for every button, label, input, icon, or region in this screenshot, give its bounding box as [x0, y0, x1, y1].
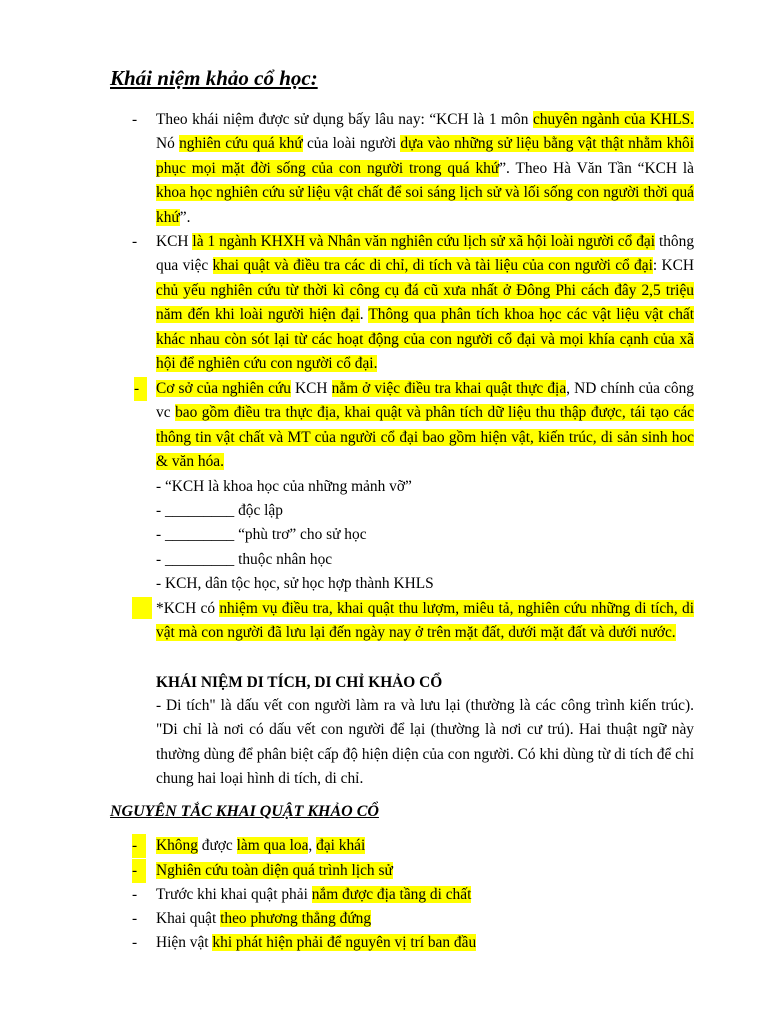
- highlight-segment: nằm ở việc điều tra khai quật thực địa: [331, 380, 567, 397]
- list-item: - _________ “phù trơ” cho sử học: [156, 526, 367, 543]
- text-segment: , ND chính của công vc: [156, 380, 694, 422]
- bullet-dash: -: [132, 233, 138, 250]
- highlight-segment: Cơ sở của nghiên cứu: [156, 380, 291, 397]
- text-segment: Trước khi khai quật phải: [156, 886, 312, 903]
- rule-item: [132, 883, 694, 907]
- bullet-dash: -: [132, 910, 138, 927]
- text-segment: .: [359, 306, 369, 324]
- highlight-segment: Không: [156, 837, 198, 854]
- text-segment: Theo khái niệm được sử dụng bấy lâu nay: “KCH là 1 môn: [156, 111, 533, 128]
- text-segment: thông qua việc: [156, 233, 695, 275]
- highlight-segment: bao gồm điều tra thực địa, khai quật và phân tích dữ liệu thu thập được, tái tạo các thông tin vật chất và MT của người cổ đại bao gồm hiện vật, kiến trúc, di sản sinh hoc & văn hóa.: [156, 404, 695, 471]
- highlight-segment: Nghiên cứu toàn diện quá trình lịch sử: [156, 862, 393, 879]
- bullet-dash: -: [132, 111, 138, 128]
- bullet-dash: -: [134, 377, 147, 401]
- highlight-segment: khai quật và điều tra các di chỉ, di tích và tài liệu của con người cổ đại: [212, 257, 653, 275]
- highlight-segment: Thông qua phân tích khoa học các vật liệu vật chất khác nhau còn sót lại từ các hoạt động của con người cổ đại và mọi khía cạnh của xã hội để nghiên cứu con người cổ đại.: [156, 306, 695, 373]
- text-segment: ,: [308, 837, 317, 854]
- text-segment: KCH: [156, 233, 193, 250]
- rule-item: [132, 907, 694, 931]
- highlight-segment: nắm được địa tầng di chất: [311, 886, 472, 903]
- section-heading: KHÁI NIỆM DI TÍCH, DI CHỈ KHẢO CỔ: [156, 674, 443, 691]
- text-segment: KCH: [290, 380, 332, 397]
- bullet-dash: -: [132, 834, 146, 858]
- text-segment: : KCH: [652, 257, 694, 275]
- list-item: - _________ độc lập: [156, 502, 283, 519]
- bullet-dash: -: [132, 859, 146, 883]
- paragraph-definition-1: [132, 108, 695, 230]
- paragraph-definition-2: [132, 230, 695, 376]
- page-title: Khái niệm khảo cổ học:: [110, 66, 318, 90]
- text-segment: của loài người: [302, 135, 401, 153]
- text-segment: Nó: [156, 135, 180, 153]
- highlight-segment: dựa vào những sử liệu bằng vật thật nhằm khôi phục mọi mặt đời sống của con người trong quá khứ: [156, 135, 694, 177]
- rule-item: [132, 834, 694, 858]
- highlight-segment: theo phương thẳng đứng: [220, 910, 372, 927]
- highlight-segment: nhiệm vụ điều tra, khai quật thu lượm, miêu tả, nghiên cứu những di tích, di vật mà con người đã lưu lại đến ngày nay ở trên mặt đất, dưới mặt đất và dưới nước.: [156, 600, 694, 642]
- rule-item: [132, 931, 694, 955]
- text-segment: ”. Theo Hà Văn Tần “KCH là: [499, 159, 694, 177]
- list-item: - “KCH là khoa học của những mảnh vỡ”: [156, 478, 412, 495]
- paragraph-research-basis: [134, 377, 695, 475]
- paragraph-site-definition: - Di tích" là dấu vết con người làm ra và lưu lại (thường là các công trình kiến trúc). "Di chỉ là nơi có dấu vết con người để lại (thường là nơi cư trú). Hai thuật ngữ này thường dùng để phân biệt cấp độ hiện diện của con người. Có khi dùng từ di tích để chỉ chung hai loại hình di tích, di chỉ.: [156, 697, 694, 788]
- text-segment: Khai quật: [156, 910, 221, 927]
- bullet-dash: -: [132, 934, 138, 951]
- highlight-segment: đại khái: [316, 837, 366, 854]
- section-title: NGUYÊN TẮC KHAI QUẬT KHẢO CỔ: [110, 803, 379, 820]
- text-segment: *KCH có: [156, 600, 220, 617]
- list-item: - KCH, dân tộc học, sử học hợp thành KHLS: [156, 575, 434, 592]
- list-item: - _________ thuộc nhân học: [156, 551, 333, 568]
- highlight-segment: khoa học nghiên cứu sử liệu vật chất để soi sáng lịch sử và lối sống con người thời quá khứ: [156, 184, 694, 226]
- highlight-segment: chuyên ngành của KHLS.: [532, 111, 695, 128]
- highlight-segment: chủ yếu nghiên cứu từ thời kì công cụ đá cũ xưa nhất ở Đông Phi cách đây 2,5 triệu năm đến khi loài người hiện đại: [156, 281, 694, 324]
- highlight-marker: [132, 597, 152, 619]
- text-segment: được: [197, 837, 237, 854]
- highlight-segment: khi phát hiện phải để nguyên vị trí ban đầu: [212, 934, 477, 951]
- highlight-segment: nghiên cứu quá khứ: [179, 135, 303, 153]
- highlight-segment: là 1 ngành KHXH và Nhân văn nghiên cứu lịch sử xã hội loài người cổ đại: [192, 233, 656, 250]
- text-segment: ”.: [179, 208, 191, 226]
- rule-item: [132, 859, 694, 883]
- bullet-dash: -: [132, 886, 138, 903]
- paragraph-kch-tasks: [156, 597, 694, 646]
- highlight-segment: làm qua loa: [236, 837, 309, 854]
- text-segment: Hiện vật: [156, 934, 213, 951]
